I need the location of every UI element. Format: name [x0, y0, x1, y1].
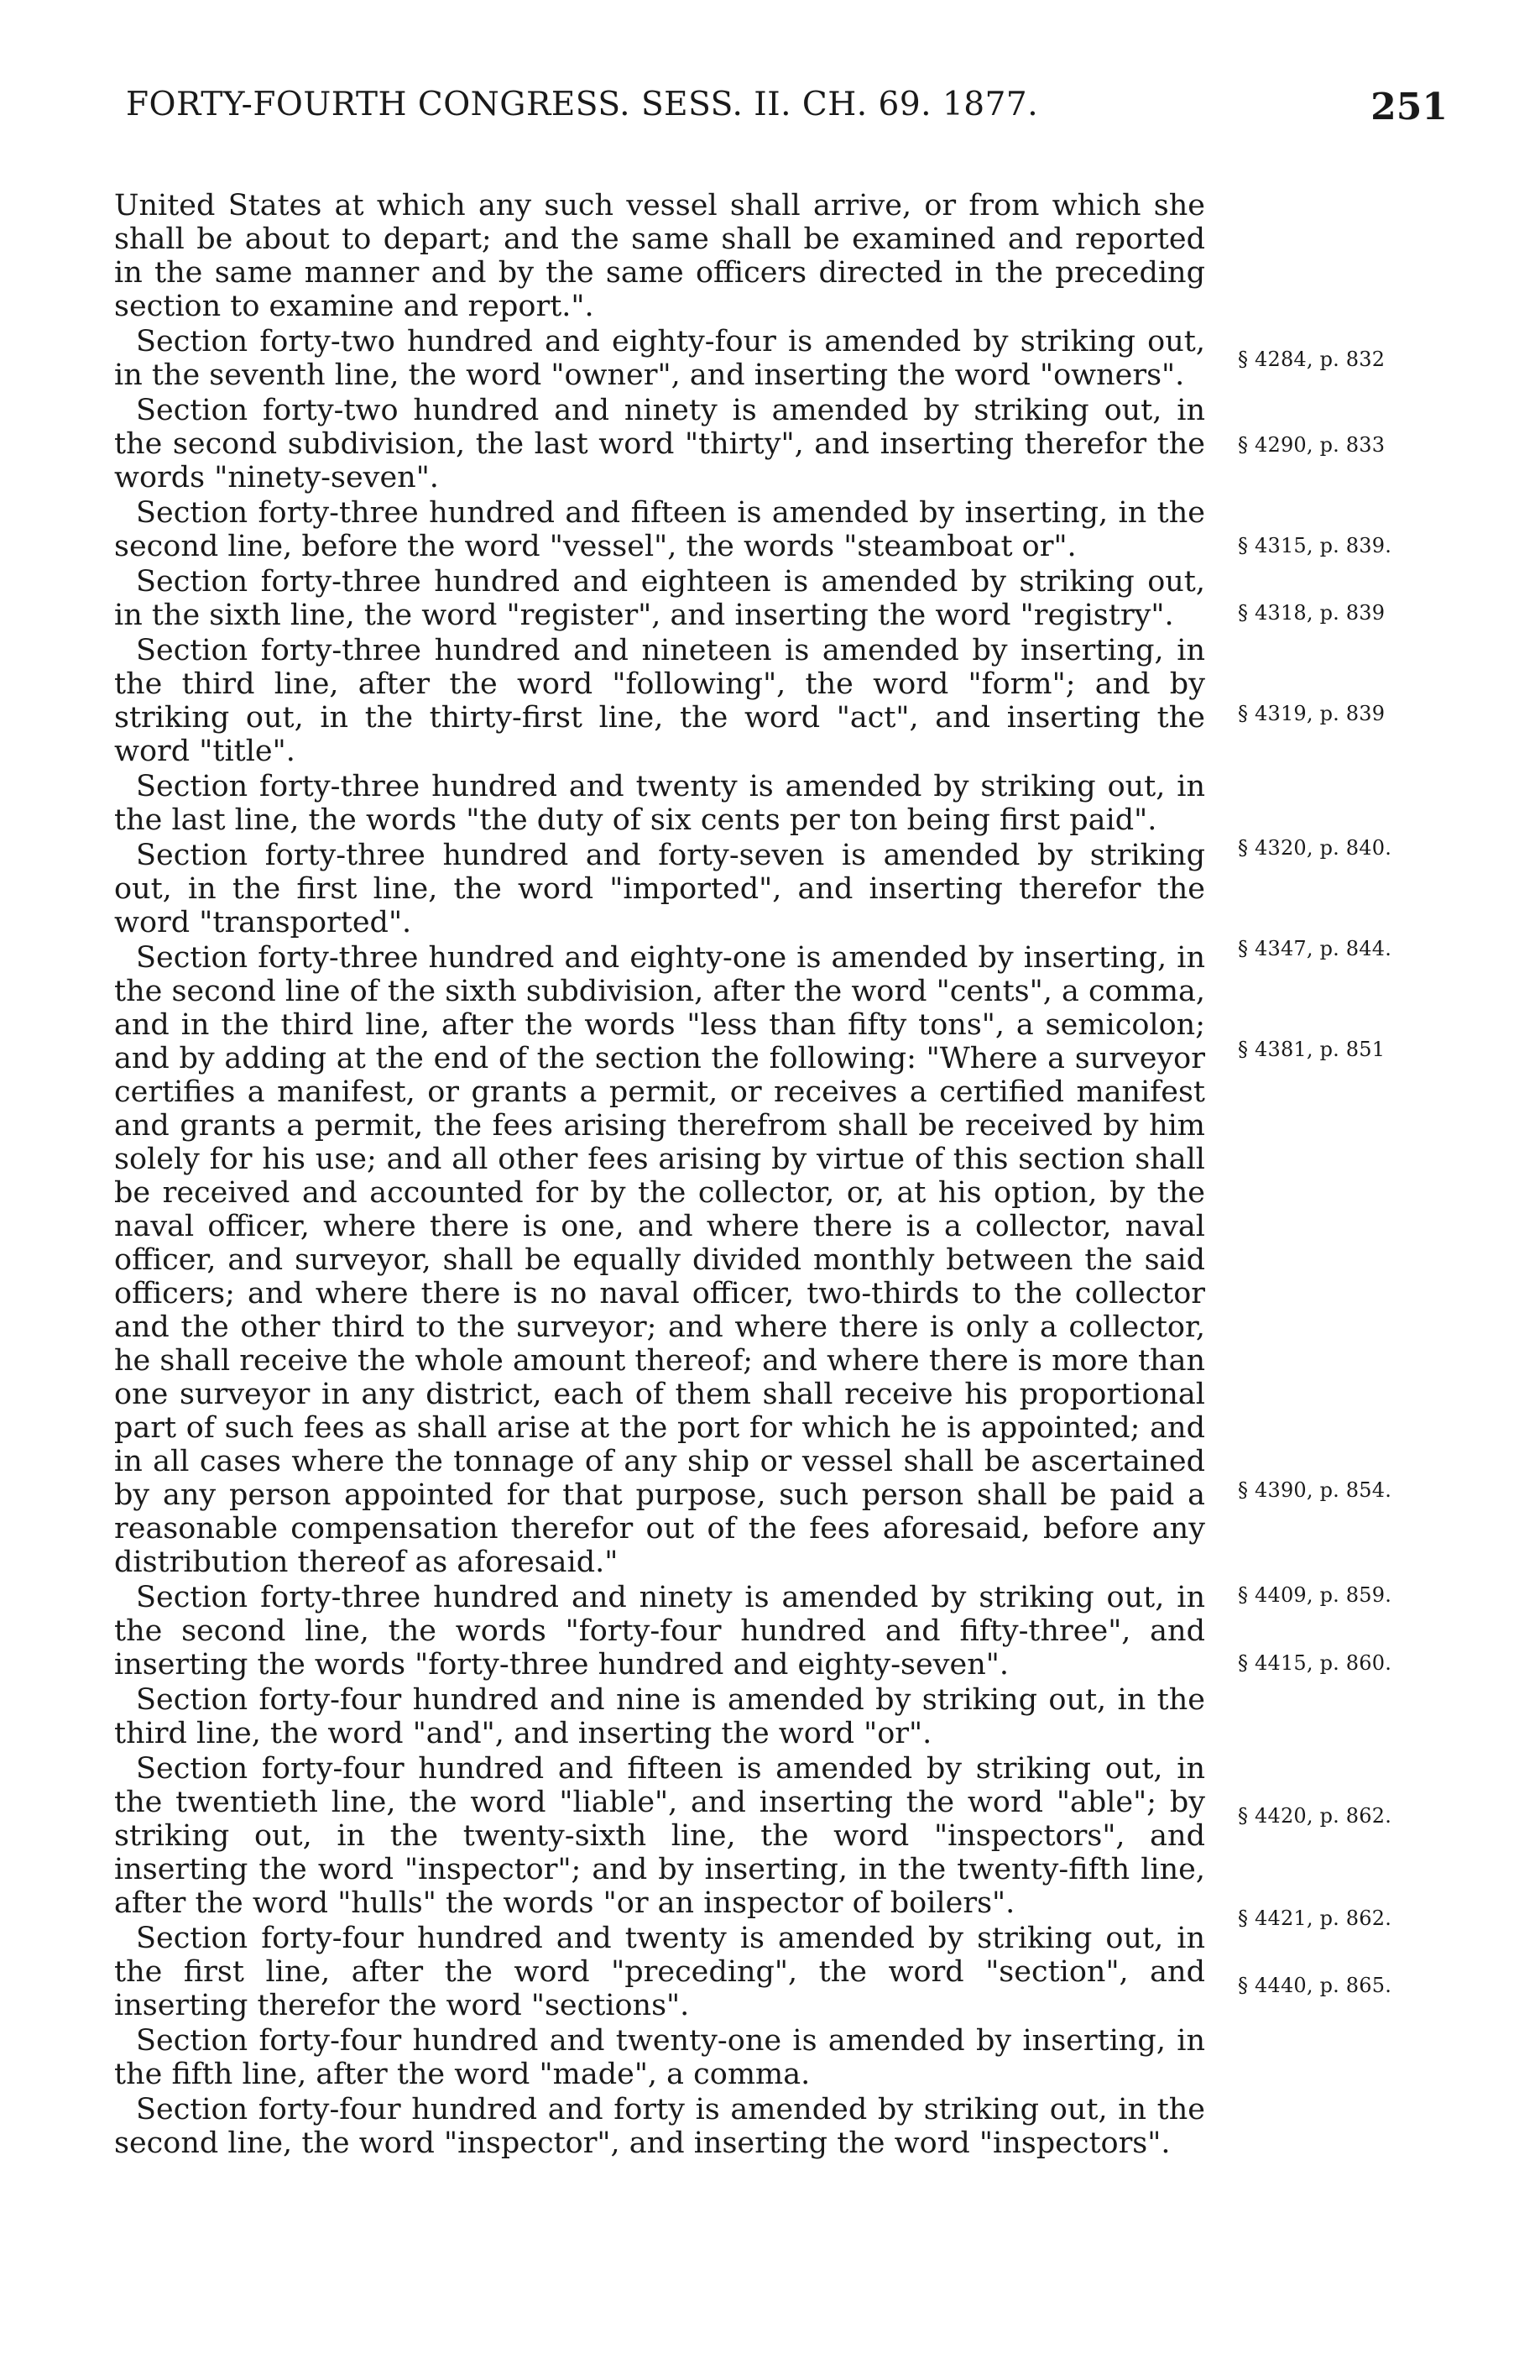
paragraph: Section forty-two hundred and ninety is amended by striking out, in the second subdivision, the last word "thirty", and inserting therefor the words "ninety-seven". [114, 394, 1205, 494]
paragraph: Section forty-three hundred and nineteen is amended by inserting, in the third line, after the word "following", the word "form"; and by striking out, in the thirty-first line, the word "act", and inserting the word "title". [114, 634, 1205, 768]
margin-note: § 4415, p. 860. [1238, 1651, 1392, 1675]
margin-note: § 4347, p. 844. [1238, 937, 1392, 960]
paragraph: Section forty-three hundred and eighty-one is amended by inserting, in the second line of the sixth subdivision, after the word "cents", a comma, and in the third line, after the words "less than fifty tons", a semicolon; and by adding at the end of the section the following: "Where a surveyor certifies a manifest, or grants a permit, or receives a certified manifest and grants a permit, the fees arising therefrom shall be received by him solely for his use; and all other fees arising by virtue of this section shall be received and accounted for by the collector, or, at his option, by the naval officer, where there is one, and where there is a collector, naval officer, and surveyor, shall be equally divided monthly between the said officers; and where there is no naval officer, two-thirds to the collector and the other third to the surveyor; and where there is only a collector, he shall receive the whole amount thereof; and where there is more than one surveyor in any district, each of them shall receive his proportional part of such fees as shall arise at the port for which he is appointed; and in all cases where the tonnage of any ship or vessel shall be ascertained by any person appointed for that purpose, such person shall be paid a reasonable compensation therefor out of the fees aforesaid, before any distribution thereof as aforesaid." [114, 941, 1205, 1579]
margin-note: § 4409, p. 859. [1238, 1583, 1392, 1607]
margin-note: § 4440, p. 865. [1238, 1974, 1392, 1997]
paragraph: Section forty-four hundred and twenty-one is amended by inserting, in the fifth line, after the word "made", a comma. [114, 2024, 1205, 2091]
page-number: 251 [1370, 86, 1448, 128]
margin-note: § 4320, p. 840. [1238, 836, 1392, 860]
margin-note: § 4284, p. 832 [1238, 348, 1386, 371]
margin-note: § 4290, p. 833 [1238, 433, 1386, 457]
paragraph: Section forty-three hundred and forty-seven is amended by striking out, in the first line, the word "imported", and inserting therefor the word "transported". [114, 839, 1205, 939]
paragraph: Section forty-three hundred and fifteen is amended by inserting, in the second line, before the word "vessel", the words "steamboat or". [114, 496, 1205, 563]
statute-text [114, 189, 1205, 2162]
paragraph: Section forty-four hundred and twenty is amended by striking out, in the first line, after the word "preceding", the word "section", and inserting therefor the word "sections". [114, 1922, 1205, 2022]
running-head: FORTY-FOURTH CONGRESS. SESS. II. CH. 69. 1877. [126, 86, 1039, 123]
paragraph: Section forty-three hundred and ninety is amended by striking out, in the second line, the words "forty-four hundred and fifty-three", and inserting the words "forty-three hundred and eighty-seven". [114, 1581, 1205, 1682]
margin-note: § 4381, p. 851 [1238, 1038, 1386, 1061]
paragraph: Section forty-three hundred and eighteen is amended by striking out, in the sixth line, the word "register", and inserting the word "registry". [114, 565, 1205, 632]
margin-note: § 4318, p. 839 [1238, 601, 1386, 625]
paragraph: Section forty-two hundred and eighty-four is amended by striking out, in the seventh line, the word "owner", and inserting the word "owners". [114, 325, 1205, 392]
paragraph: Section forty-four hundred and nine is amended by striking out, in the third line, the word "and", and inserting the word "or". [114, 1683, 1205, 1750]
margin-note: § 4315, p. 839. [1238, 534, 1392, 557]
paragraph: Section forty-three hundred and twenty is amended by striking out, in the last line, the words "the duty of six cents per ton being first paid". [114, 770, 1205, 837]
paragraph: Section forty-four hundred and fifteen is amended by striking out, in the twentieth line, the word "liable", and inserting the word "able"; by striking out, in the twenty-sixth line, the word "inspectors", and inserting the word "inspector"; and by inserting, in the twenty-fifth line, after the word "hulls" the words "or an inspector of boilers". [114, 1752, 1205, 1920]
paragraph: Section forty-four hundred and forty is amended by striking out, in the second line, the word "inspector", and inserting the word "inspectors". [114, 2093, 1205, 2160]
margin-note: § 4390, p. 854. [1238, 1478, 1392, 1502]
margin-note: § 4319, p. 839 [1238, 702, 1386, 725]
paragraph: United States at which any such vessel shall arrive, or from which she shall be about to depart; and the same shall be examined and reported in the same manner and by the same officers directed in the preceding section to examine and report.". [114, 189, 1205, 323]
margin-note: § 4420, p. 862. [1238, 1804, 1392, 1828]
margin-note: § 4421, p. 862. [1238, 1907, 1392, 1930]
